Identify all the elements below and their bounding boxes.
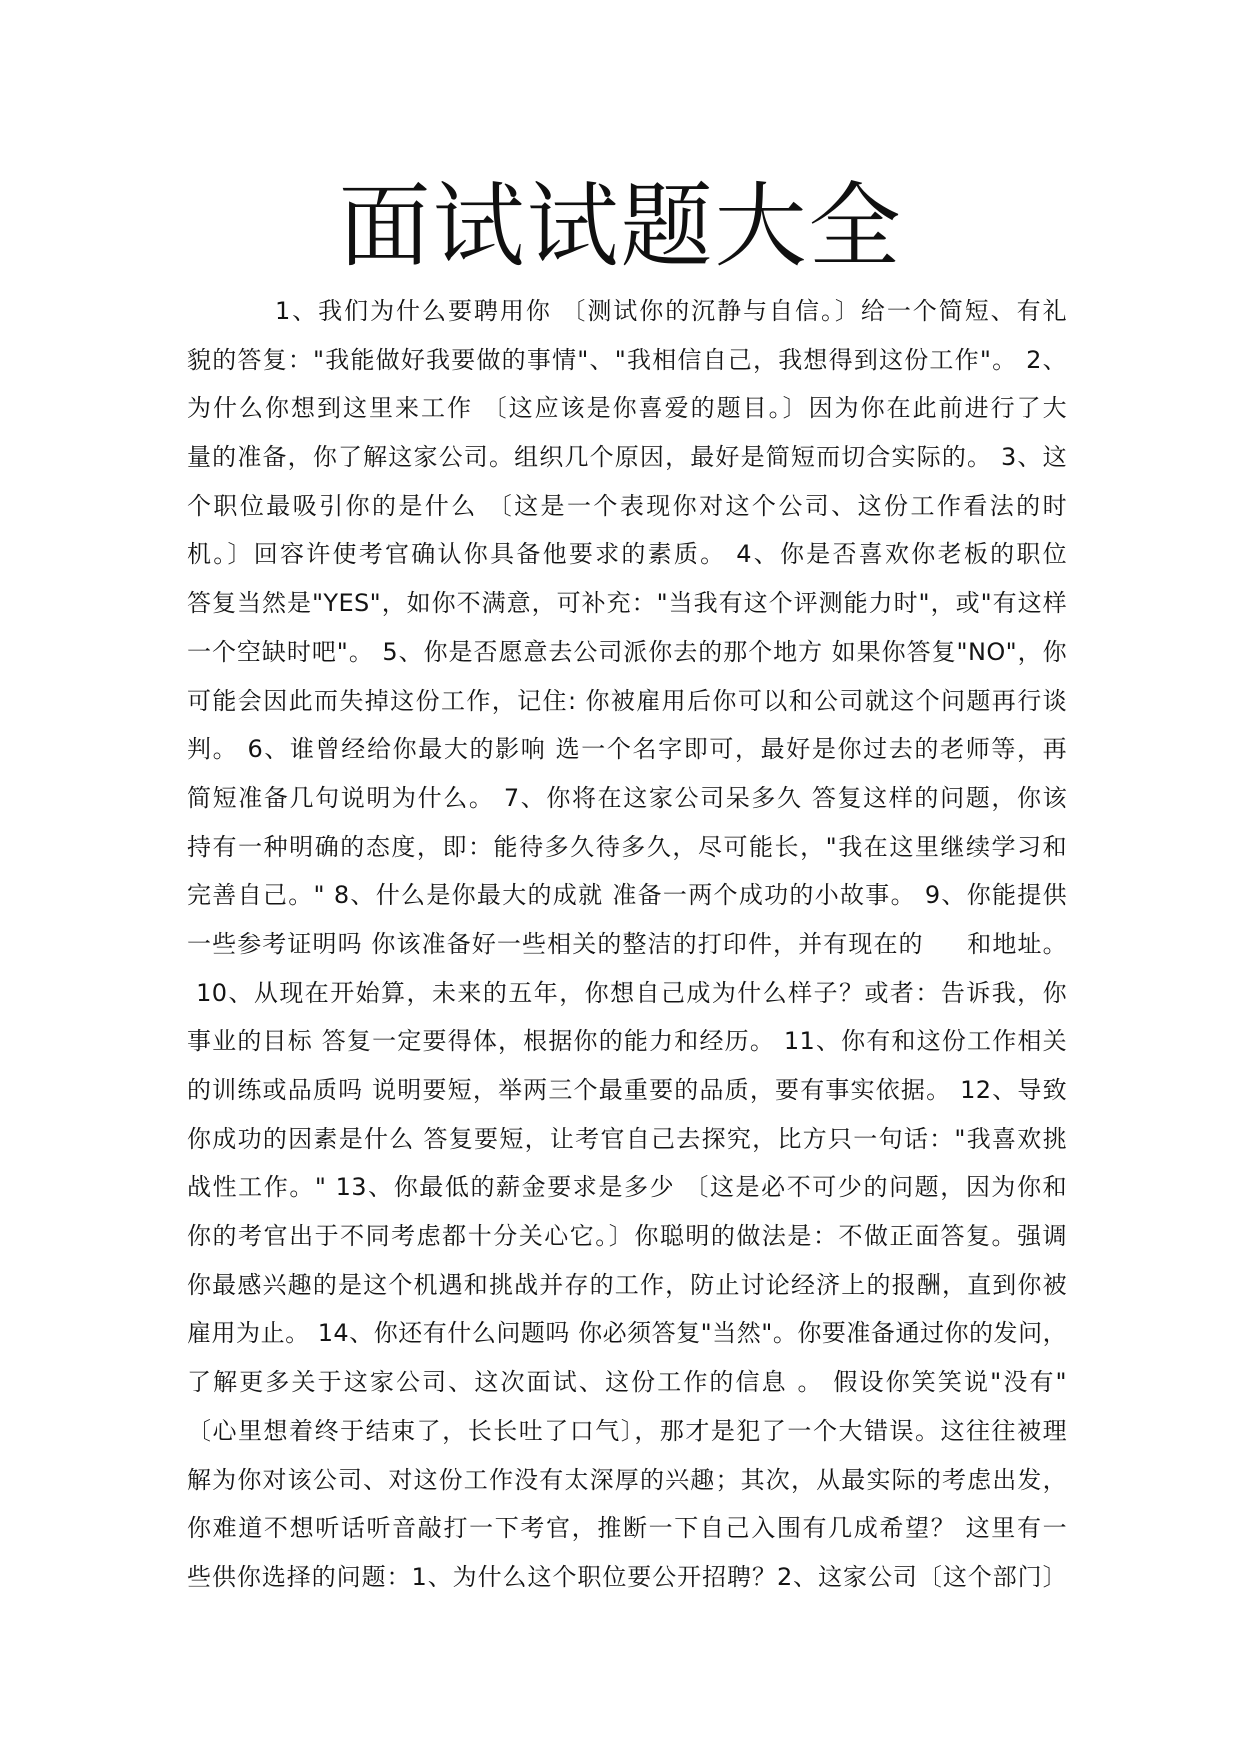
body-line: 〔心里想着终于结束了，长长吐了口气〕，那才是犯了一个大错误。这往往被理 xyxy=(187,1416,1067,1445)
body-line: 10、从现在开始算，未来的五年，你想自己成为什么样子？或者：告诉我，你 xyxy=(187,978,1067,1007)
body-line: 了解更多关于这家公司、这次面试、这份工作的信息 。 假设你笑笑说"没有" xyxy=(187,1368,1067,1397)
body-line: 事业的目标 答复一定要得体，根据你的能力和经历。 11、你有和这份工作相关 xyxy=(187,1027,1067,1056)
body-line: 貌的答复："我能做好我要做的事情"、"我相信自己，我想得到这份工作"。 2、 xyxy=(187,345,1067,374)
body-line: 机。〕回容许使考官确认你具备他要求的素质。 4、你是否喜欢你老板的职位 xyxy=(187,540,1067,569)
body-line: 战性工作。" 13、你最低的薪金要求是多少 〔这是必不可少的问题，因为你和 xyxy=(187,1173,1067,1202)
body-line: 完善自己。" 8、什么是你最大的成就 准备一两个成功的小故事。 9、你能提供 xyxy=(187,881,1067,910)
body-line: 判。 6、谁曾经给你最大的影响 选一个名字即可，最好是你过去的老师等，再 xyxy=(187,735,1067,764)
body-line: 你最感兴趣的是这个机遇和挑战并存的工作，防止讨论经济上的报酬，直到你被 xyxy=(187,1270,1067,1299)
body-line: 你难道不想听话听音敲打一下考官，推断一下自己入围有几成希望？ 这里有一 xyxy=(187,1514,1067,1543)
body-line: 一些参考证明吗 你该准备好一些相关的整洁的打印件，并有现在的 和地址。 xyxy=(187,929,1067,958)
page-title: 面试试题大全 xyxy=(338,173,903,280)
body-line: 持有一种明确的态度，即：能待多久待多久，尽可能长，"我在这里继续学习和 xyxy=(187,832,1067,861)
body-line: 简短准备几句说明为什么。 7、你将在这家公司呆多久 答复这样的问题，你该 xyxy=(187,783,1067,812)
body-text xyxy=(187,287,1067,1602)
body-line: 解为你对该公司、对这份工作没有太深厚的兴趣；其次，从最实际的考虑出发， xyxy=(187,1465,1067,1494)
body-line: 答复当然是"YES"，如你不满意，可补充："当我有这个评测能力时"，或"有这样 xyxy=(187,589,1067,618)
body-line: 可能会因此而失掉这份工作，记住: 你被雇用后你可以和公司就这个问题再行谈 xyxy=(187,686,1067,715)
body-line: 个职位最吸引你的是什么 〔这是一个表现你对这个公司、这份工作看法的时 xyxy=(187,491,1067,520)
body-line: 量的准备，你了解这家公司。组织几个原因，最好是简短而切合实际的。 3、这 xyxy=(187,443,1067,472)
body-line: 些供你选择的问题：1、为什么这个职位要公开招聘？2、这家公司〔这个部门〕 xyxy=(187,1562,1067,1591)
body-line: 1、我们为什么要聘用你 〔测试你的沉静与自信。〕给一个简短、有礼 xyxy=(275,297,1067,325)
body-line: 一个空缺时吧"。 5、你是否愿意去公司派你去的那个地方 如果你答复"NO"，你 xyxy=(187,637,1067,666)
body-line: 你的考官出于不同考虑都十分关心它。〕你聪明的做法是：不做正面答复。强调 xyxy=(187,1222,1067,1251)
body-line: 为什么你想到这里来工作 〔这应该是你喜爱的题目。〕因为你在此前进行了大 xyxy=(187,394,1067,423)
body-line: 的训练或品质吗 说明要短，举两三个最重要的品质，要有事实依据。 12、导致 xyxy=(187,1076,1067,1104)
body-line: 你成功的因素是什么 答复要短，让考官自己去探究，比方只一句话："我喜欢挑 xyxy=(187,1124,1067,1153)
body-line: 雇用为止。 14、你还有什么问题吗 你必须答复"当然"。你要准备通过你的发问， xyxy=(187,1319,1067,1348)
